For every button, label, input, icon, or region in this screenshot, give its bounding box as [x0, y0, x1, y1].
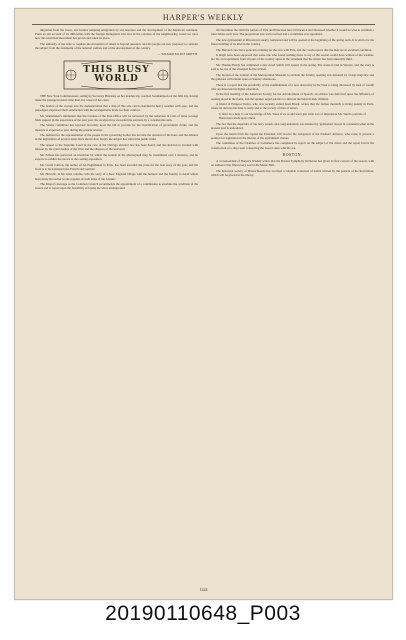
article-paragraph: Mr. Curtis Carlton, the author of An Englishman in Paris, has been awarded the prize for the best story of the year, and his book is to be translated into French and German. — [35, 162, 198, 171]
article-paragraph: Mr. Howells, in his latest volume, tells the story of a New England village with the humour and the fidelity to detail which have made his earlier works popular on both sides of the Atlantic. — [35, 172, 198, 181]
article-paragraph: The committee of the Chamber of Commerce has completed its report on the subject of the canal, and the report favors the construction of a ship canal connecting the Great Lakes with the sea. — [211, 141, 374, 150]
article-paragraph: A friend of Emperor Pedro, who was recently exiled from Brazil, writes that the former monarch is living quietly in Paris, where he devotes his time to study and to the society of men of letters. — [211, 102, 374, 111]
article-paragraph: The Mayor's message to the Common Council recommends the appointment of a commission to examine the condition of the streets and to report upon the feasibility of laying the wires underground. — [35, 182, 198, 191]
article-paragraph: The historical society of Massachusetts has received a valuable collection of letters written by the patriots of the Revolution, which will be placed in the library. — [211, 168, 374, 177]
article-paragraph: The appeal to the Supreme Court in the case of the Chicago elevator law has been heard, and the decision is awaited with interest by the grain dealers of the West and the shippers of the seaboard. — [35, 142, 198, 152]
logo-title — [83, 66, 149, 84]
article-paragraph: It might have been supposed that some one who found nothing more to say of the season would have written of the weather, but the correspondents from all parts of the country agree in the statement that the winter has been unusually mild. — [211, 53, 374, 62]
block-quote: It must be a help to our knowledge of Mr. Ward if we would learn just what sort of impression Mr. Ward's portraits of Hansa have made upon others. — [219, 111, 366, 121]
right-column — [211, 28, 374, 583]
article-paragraph: There is a report that the possibility of the establishment of a new university in the West is being discussed by men of wealth who are interested in higher education. — [211, 82, 374, 91]
article-paragraph: migration from the lower, and leaders tempting emigration by our nearness and the development of the American continent. From an old account of its difficulties with the foreign immigrants who live in the colonies of the neighbouring coasts we trace how the restriction movement has grown and taken its place. — [35, 28, 198, 41]
article-paragraph: The new gymnasium at Princeton is nearly completed and will be opened at the beginning of the spring term. It is said to be the finest building of its kind in the country. — [211, 37, 374, 46]
logo-title-line1: THIS BUSY — [83, 65, 150, 75]
article-paragraph: The Harvard crew have gone into training for the race with Yale, and the coach reports that the men are in excellent condition. — [216, 47, 373, 52]
article-paragraph: The feature of the voyage was the demonstration that a ship of this size can be handled in heavy weather with ease, and the passengers expressed their satisfaction with the arrangements made for their comfort. — [35, 103, 198, 112]
section-heading: BOSTON. — [282, 151, 303, 157]
article-paragraph: The demand for the representation of the people in the governing bodies has become the question of the hour, and the debates in the legislatures of several states have shown how deeply the subject has stirred the public mind. — [35, 133, 198, 142]
article-paragraph: The fact that the departure of the navy vessels and congratulations was marked by 'gentleman' cheers in a moment when in the present year is undoubted. — [211, 121, 374, 131]
article-paragraph: Mr. Edison has perfected an invention by which the sounds of the phonograph may be transmitted over a distance, and he expects to exhibit the device at the coming exposition. — [35, 152, 198, 161]
article-paragraph: The motion of the women of the Metropolitan Museum to exclude the Sunday opening was defeated by a large majority, and the galleries will remain open on Sunday afternoons. — [211, 72, 374, 81]
article-paragraph: Upon the return from the capital the President will receive the delegation of the Farmers' Alliance, who come to present a petition for legislation in the interest of the agricultural classes. — [211, 131, 374, 140]
logo-title-line2: WORLD — [94, 74, 139, 84]
section-logo — [63, 60, 171, 90]
article-paragraph: Mr. Thomas Hardy has completed a new novel which will appear in the spring. The scene is laid in Wessex, and the story is said to be one of the strongest he has written. — [211, 62, 374, 72]
article-paragraph: On December the sixth the seniors of Yale and Princeton met at Princeton and discussed whether it would be wise to establish a joint debate each year. The proposition was well received and a committee was appointed. — [211, 28, 374, 37]
masthead-rule — [32, 24, 375, 25]
article-paragraph: The authority of the state to regulate the movement of aliens is beyond question, and the people are now prepared to consider the subject from the standpoint of the national welfare and of the development of the country. — [35, 42, 198, 51]
article-paragraph: Mr. Wanamaker's intimation that the revenue of the Post-Office will be increased by the reduction in rates of letter postage finds support in the experience of the past year; the receipts have exceeded the estimate by a considerable sum. — [35, 113, 198, 122]
article-paragraph: THE New York Commissioner, sailing by Secretary Hinckley on her maiden trip, reached Southampton on the fifth day, having made the passage in better time than any vessel of her class. — [35, 94, 198, 103]
page-number: 1224 — [199, 587, 208, 592]
article-signature: — WILLIAM ELLIOT GRIFFIS. — [157, 51, 198, 56]
scan-identifier: 20190110648_P003 — [105, 602, 301, 625]
masthead: HARPER'S WEEKLY — [162, 13, 245, 22]
newspaper-page — [14, 8, 393, 600]
left-column — [35, 28, 198, 583]
article-paragraph: The Senate committee has reported favorably upon the bill to provide for the classification of government clerks, and the measure is expected to pass during the present session. — [35, 123, 198, 132]
article-paragraph: A correspondent of Harper's Weekly writes that the Boston Symphony Orchestra has given its first concert of the season, with an audience that filled every seat in the Music Hall. — [211, 158, 374, 168]
article-paragraph: In the first meeting of the American Society for the Advancement of Speech, an address was delivered upon the influence of reading aloud in the home, and the speaker urged parents to cultivate the habit in their children. — [211, 92, 374, 101]
